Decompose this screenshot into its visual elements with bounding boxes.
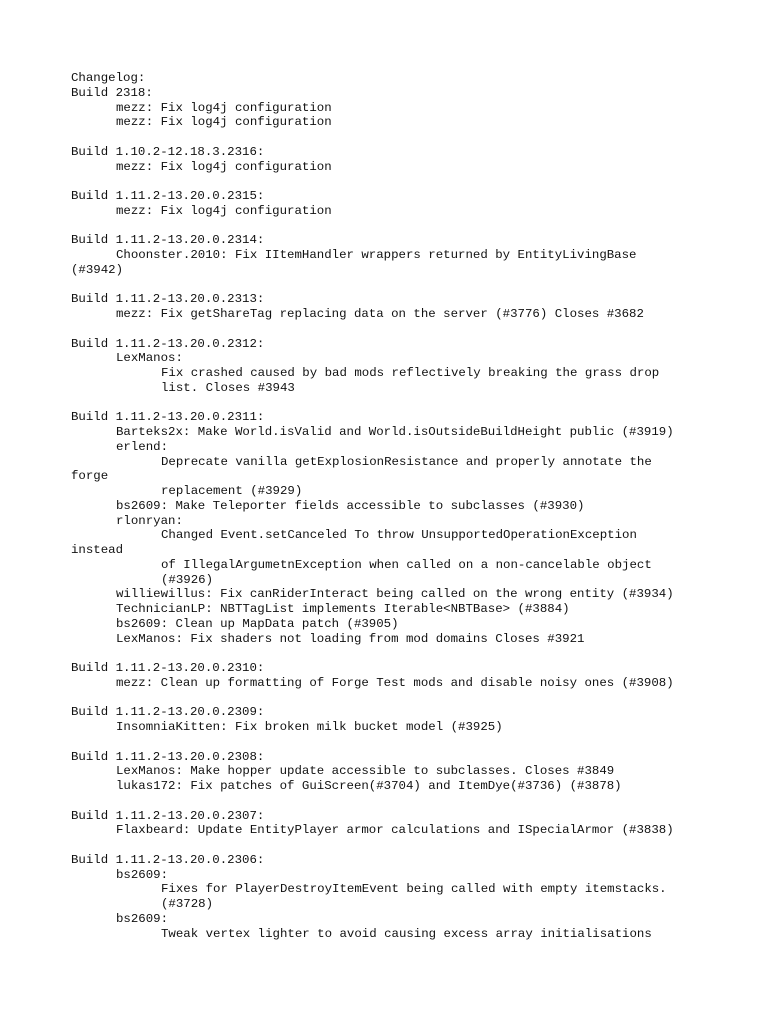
change-detail: list. Closes #3943 bbox=[161, 380, 295, 395]
wrapped-continuation: forge bbox=[71, 469, 109, 484]
blank-line bbox=[71, 278, 711, 293]
change-entry: bs2609: bbox=[116, 911, 169, 926]
build-heading: Build 1.11.2-13.20.0.2312: bbox=[71, 336, 265, 351]
blank-line bbox=[71, 219, 711, 234]
change-entry: TechnicianLP: NBTTagList implements Iterable<NBTBase> (#3884) bbox=[116, 602, 570, 616]
blank-line bbox=[71, 646, 711, 661]
change-entry: bs2609: Make Teleporter fields accessible to subclasses (#3930) bbox=[116, 498, 585, 513]
change-entry: mezz: Fix log4j configuration bbox=[116, 159, 332, 174]
change-entry: lukas172: Fix patches of GuiScreen(#3704) and ItemDye(#3736) (#3878) bbox=[116, 779, 622, 793]
change-entry: InsomniaKitten: Fix broken milk bucket model (#3925) bbox=[116, 720, 503, 734]
wrapped-continuation: (#3942) bbox=[71, 262, 124, 277]
change-entry: Choonster.2010: Fix IItemHandler wrappers returned by EntityLivingBase bbox=[116, 248, 637, 262]
change-entry: Flaxbeard: Update EntityPlayer armor calculations and ISpecialArmor (#3838) bbox=[116, 823, 674, 838]
change-entry: mezz: Clean up formatting of Forge Test mods and disable noisy ones (#3908) bbox=[116, 675, 674, 690]
build-heading: Build 1.11.2-13.20.0.2306: bbox=[71, 852, 265, 867]
blank-line bbox=[71, 130, 711, 145]
build-heading: Build 1.11.2-13.20.0.2307: bbox=[71, 808, 265, 823]
change-entry: mezz: Fix getShareTag replacing data on the server (#3776) Closes #3682 bbox=[116, 307, 644, 321]
change-entry: bs2609: bbox=[116, 867, 169, 882]
blank-line bbox=[71, 794, 711, 809]
blank-line bbox=[71, 735, 711, 750]
change-detail: Deprecate vanilla getExplosionResistance and properly annotate the bbox=[161, 454, 652, 469]
change-entry: mezz: Fix log4j configuration bbox=[116, 100, 332, 115]
blank-line bbox=[71, 691, 711, 706]
blank-line bbox=[71, 322, 711, 337]
blank-line bbox=[71, 396, 711, 411]
blank-line bbox=[71, 174, 711, 189]
changelog-document bbox=[71, 71, 711, 941]
change-entry: Barteks2x: Make World.isValid and World.isOutsideBuildHeight public (#3919) bbox=[116, 425, 674, 439]
change-detail: replacement (#3929) bbox=[161, 484, 303, 498]
blank-line bbox=[71, 838, 711, 853]
change-entry: LexManos: Make hopper update accessible to subclasses. Closes #3849 bbox=[116, 764, 615, 779]
change-detail: of IllegalArgumetnException when called on a non-cancelable object bbox=[161, 557, 652, 572]
change-detail: (#3926) bbox=[161, 572, 214, 587]
build-heading: Build 1.11.2-13.20.0.2314: bbox=[71, 233, 265, 248]
change-detail: Tweak vertex lighter to avoid causing excess array initialisations bbox=[161, 926, 652, 941]
build-heading: Build 1.11.2-13.20.0.2309: bbox=[71, 705, 265, 720]
build-heading: Build 2318: bbox=[71, 85, 153, 100]
change-detail: Fixes for PlayerDestroyItemEvent being called with empty itemstacks. bbox=[161, 882, 667, 897]
change-entry: mezz: Fix log4j configuration bbox=[116, 203, 332, 218]
change-detail: Changed Event.setCanceled To throw UnsupportedOperationException bbox=[161, 528, 637, 543]
build-heading: Build 1.11.2-13.20.0.2310: bbox=[71, 661, 265, 675]
build-heading: Build 1.11.2-13.20.0.2308: bbox=[71, 749, 265, 764]
change-entry: bs2609: Clean up MapData patch (#3905) bbox=[116, 616, 399, 631]
change-entry: mezz: Fix log4j configuration bbox=[116, 115, 332, 130]
wrapped-continuation: instead bbox=[71, 543, 124, 557]
change-entry: williewillus: Fix canRiderInteract being called on the wrong entity (#3934) bbox=[116, 587, 674, 602]
change-entry: LexManos: bbox=[116, 351, 183, 366]
change-detail: (#3728) bbox=[161, 897, 214, 911]
build-heading: Build 1.10.2-12.18.3.2316: bbox=[71, 144, 265, 159]
changelog-title: Changelog: bbox=[71, 71, 146, 85]
change-entry: LexManos: Fix shaders not loading from mod domains Closes #3921 bbox=[116, 631, 585, 646]
build-heading: Build 1.11.2-13.20.0.2311: bbox=[71, 410, 265, 425]
build-heading: Build 1.11.2-13.20.0.2313: bbox=[71, 292, 265, 307]
change-entry: erlend: bbox=[116, 439, 169, 454]
build-heading: Build 1.11.2-13.20.0.2315: bbox=[71, 189, 265, 203]
change-entry: rlonryan: bbox=[116, 513, 183, 528]
change-detail: Fix crashed caused by bad mods reflectively breaking the grass drop bbox=[161, 366, 660, 380]
